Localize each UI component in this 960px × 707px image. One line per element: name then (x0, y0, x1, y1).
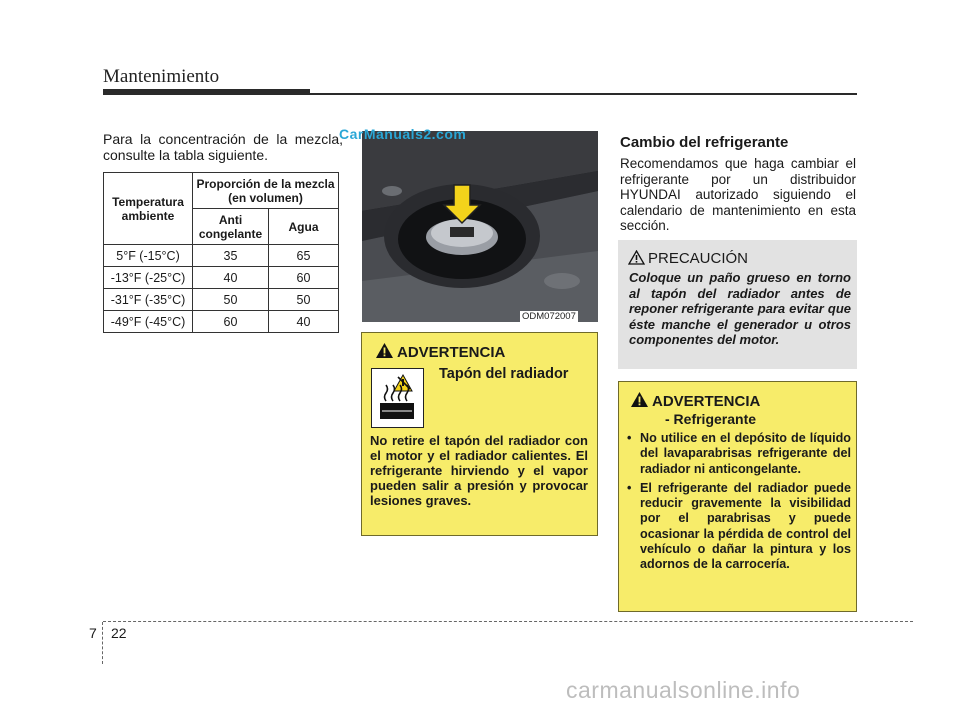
warning-triangle-icon (376, 343, 393, 363)
caution-title: PRECAUCIÓN (648, 250, 749, 267)
warning-bullet-list (627, 431, 851, 577)
table-row (104, 245, 339, 267)
cell-water: 65 (269, 245, 339, 267)
table-row (104, 311, 339, 333)
warning-box-radiator-cap (361, 332, 598, 536)
header-bar-thick (103, 89, 310, 95)
col-header-temperature: Temperatura ambiente (104, 173, 193, 245)
page-header-title: Mantenimiento (103, 66, 220, 87)
hot-radiator-warning-icon (371, 368, 424, 428)
bullet-text: El refrigerante del radiador puede reducir gravemente la visibilidad por el parabrisas y puede ocasionar la pérdida de control del vehículo o dañar la pintura y los adornos de la carrocería. (640, 480, 851, 572)
list-item: • El refrigerante del radiador puede reducir gravemente la visibilidad por el parabrisas y puede ocasionar la pérdida de control del vehículo o dañar la pintura y los adornos de la carrocería. (627, 480, 851, 572)
cell-anti: 60 (193, 311, 269, 333)
caution-body: Coloque un paño grueso en torno al tapón del radiador antes de reponer refrigerante para evitar que éste manche el generador u otros componentes del motor. (629, 270, 851, 348)
chapter-number: 7 (89, 625, 97, 641)
warning-body: No retire el tapón del radiador con el motor y el radiador calientes. El refrigerante hirviendo y el vapor pueden salir a presión y provocar lesiones graves. (370, 433, 588, 508)
footer-rule (103, 621, 913, 622)
page-number: 22 (111, 625, 127, 641)
cell-water: 50 (269, 289, 339, 311)
coolant-mixture-table (103, 172, 339, 333)
cell-anti: 35 (193, 245, 269, 267)
section-heading: Cambio del refrigerante (620, 134, 789, 151)
warning-title: ADVERTENCIA (652, 393, 761, 410)
warning-subtitle: - Refrigerante (665, 411, 757, 427)
col-header-antifreeze: Anti congelante (193, 209, 269, 245)
caution-triangle-icon (628, 250, 645, 270)
header-rule (310, 93, 857, 95)
footer-divider (102, 622, 103, 664)
warning-box-coolant (618, 381, 857, 612)
photo-code: ODM072007 (522, 311, 576, 322)
list-item: • No utilice en el depósito de líquido del lavaparabrisas refrigerante del radiador ni anticongelante. (627, 431, 851, 476)
cell-temp: -13°F (-25°C) (104, 267, 193, 289)
watermark: CarManuals2.com (339, 126, 467, 142)
radiator-cap-photo (362, 131, 598, 322)
warning-triangle-icon (631, 392, 648, 412)
table-row (104, 289, 339, 311)
cell-temp: -49°F (-45°C) (104, 311, 193, 333)
caution-box (618, 240, 857, 369)
cell-water: 60 (269, 267, 339, 289)
cell-temp: 5°F (-15°C) (104, 245, 193, 267)
warning-subtitle: Tapón del radiador (439, 366, 569, 382)
cell-anti: 50 (193, 289, 269, 311)
bullet-text: No utilice en el depósito de líquido del lavaparabrisas refrigerante del radiador ni anticongelante. (640, 431, 851, 476)
table-row (104, 267, 339, 289)
warning-title: ADVERTENCIA (397, 344, 506, 361)
section-paragraph: Recomendamos que haga cambiar el refrigerante por un distribuidor HYUNDAI autorizado siguiendo el calendario de mantenimiento en esta sección. (620, 156, 856, 234)
cell-temp: -31°F (-35°C) (104, 289, 193, 311)
site-watermark: carmanualsonline.info (566, 677, 801, 703)
col-header-water: Agua (269, 209, 339, 245)
cell-anti: 40 (193, 267, 269, 289)
cell-water: 40 (269, 311, 339, 333)
intro-text: Para la concentración de la mezcla, consulte la tabla siguiente. (103, 131, 343, 163)
col-header-ratio: Proporción de la mezcla (en volumen) (193, 173, 339, 209)
